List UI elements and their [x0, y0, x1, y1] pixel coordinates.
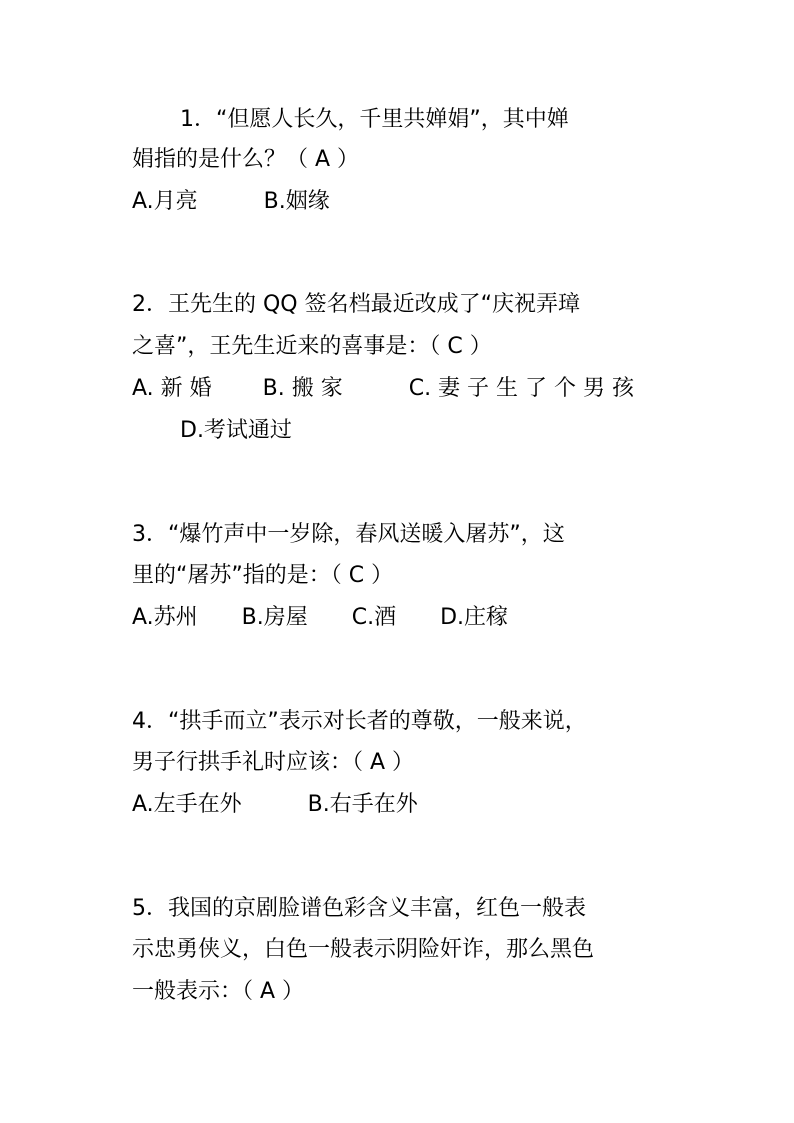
question-4-options: A.左手在外 B.右手在外	[132, 792, 418, 817]
question-3-options: A.苏州 B.房屋 C.酒 D.庄稼	[132, 605, 509, 630]
question-3-line-1: 3．“爆竹声中一岁除，春风送暖入屠苏”，这	[132, 522, 565, 547]
question-2-option-d: D.考试通过	[180, 418, 292, 443]
question-2-line-2: 之喜”，王先生近来的喜事是：（ C ）	[132, 334, 492, 359]
question-1-line-2: 娟指的是什么？（ A ）	[132, 147, 360, 172]
question-4-line-1: 4．“拱手而立”表示对长者的尊敬，一般来说，	[132, 709, 587, 734]
question-1-line-1: 1．“但愿人长久，千里共婵娟”，其中婵	[180, 107, 569, 132]
question-1-options: A.月亮 B.姻缘	[132, 189, 330, 214]
question-5-line-1: 5．我国的京剧脸谱色彩含义丰富，红色一般表	[132, 896, 586, 921]
question-5-line-2: 示忠勇侠义，白色一般表示阴险奸诈，那么黑色	[132, 937, 595, 962]
question-2-options: A. 新 婚 B. 搬 家 C. 妻 子 生 了 个 男 孩	[132, 376, 635, 401]
question-3-line-2: 里的“屠苏”指的是：（ C ）	[132, 563, 394, 588]
question-5-line-3: 一般表示：（ A ）	[132, 979, 305, 1004]
question-4-line-2: 男子行拱手礼时应该：（ A ）	[132, 750, 415, 775]
question-2-line-1: 2．王先生的 QQ 签名档最近改成了“庆祝弄璋	[132, 292, 581, 317]
